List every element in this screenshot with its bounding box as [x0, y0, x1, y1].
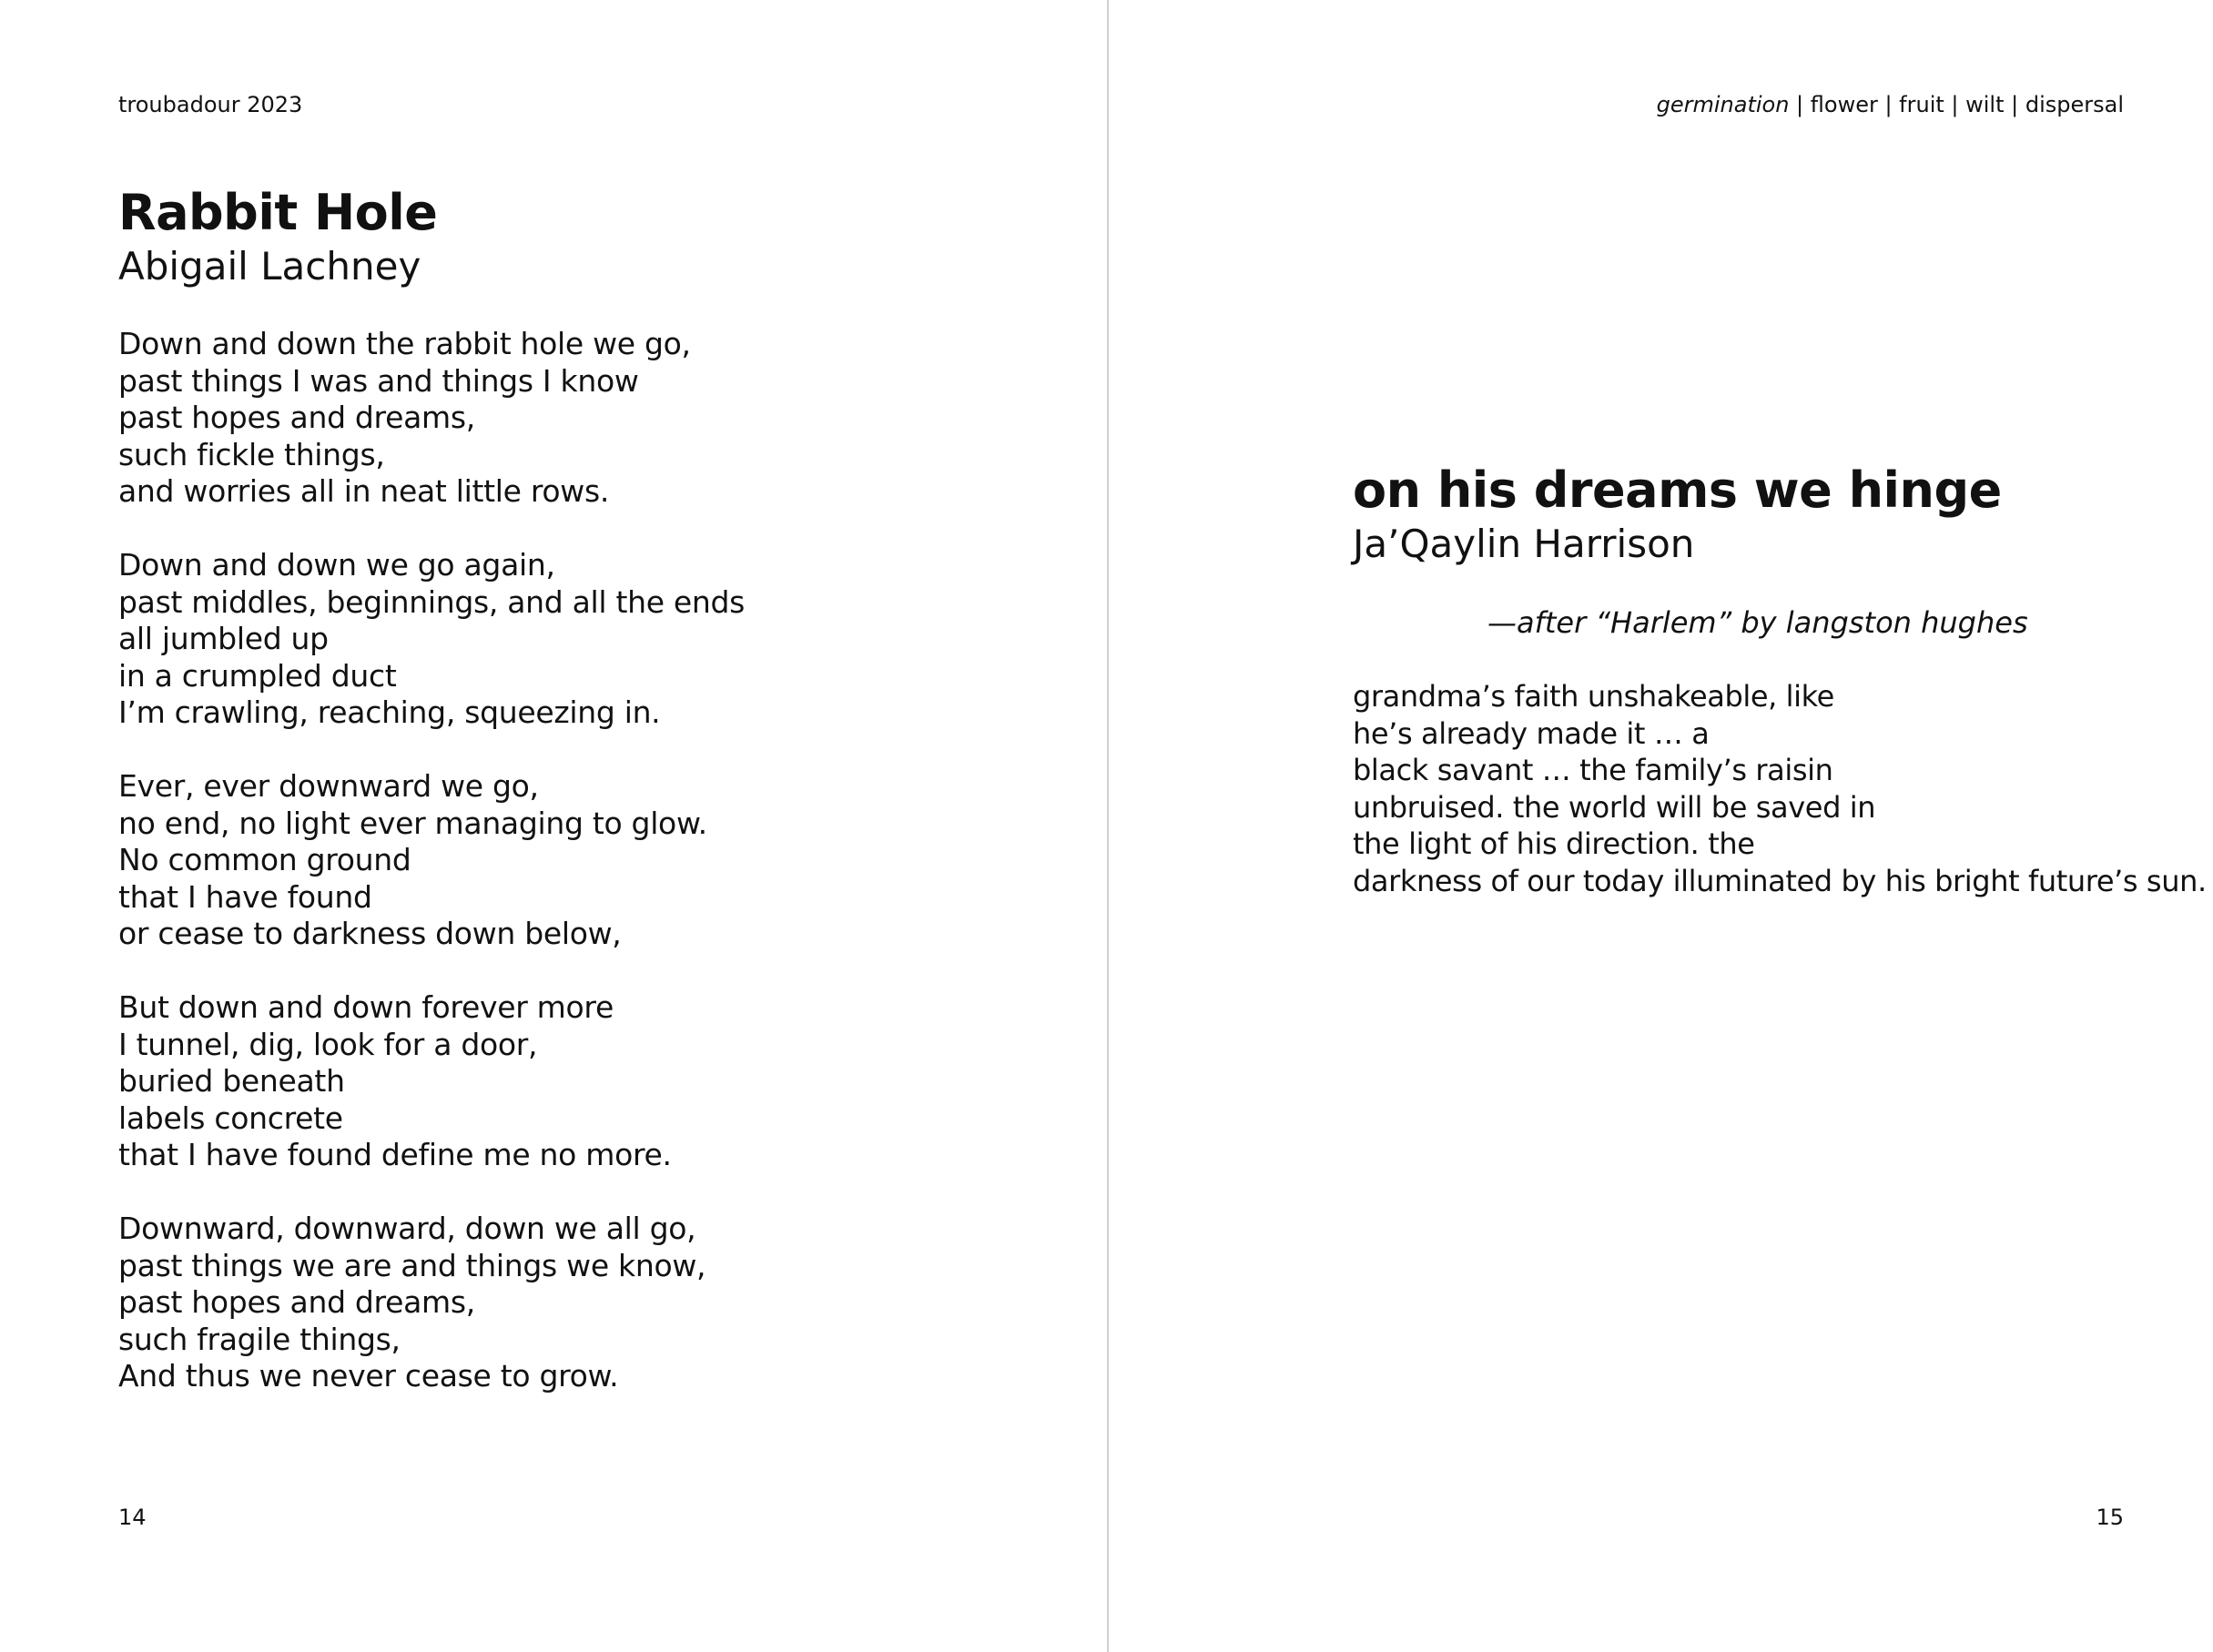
page-number: 14 [118, 1505, 147, 1530]
poem-line: No common ground [118, 842, 411, 877]
poem-line: labels concrete [118, 1100, 343, 1136]
poem-line: Down and down the rabbit hole we go, [118, 326, 691, 361]
poem-line: Ever, ever downward we go, [118, 768, 539, 804]
poem-line: that I have found [118, 878, 372, 915]
stanza [118, 1211, 745, 1395]
stanza [118, 768, 745, 953]
poem-author: Ja’Qaylin Harrison [1353, 522, 1695, 566]
page-number: 15 [2096, 1505, 2124, 1530]
poem-line: and worries all in neat little rows. [118, 473, 610, 509]
poem-line: in a crumpled duct [118, 657, 397, 694]
poem-title: Rabbit Hole [118, 184, 438, 241]
section-nav-current: germination [1656, 92, 1790, 117]
poem-author: Abigail Lachney [118, 244, 421, 289]
poem-line: black savant … the family’s raisin [1353, 753, 1833, 787]
stanza [118, 989, 745, 1174]
poem-line: grandma’s faith unshakeable, like [1353, 679, 1834, 714]
section-nav [1657, 91, 2124, 118]
poem-line: past things I was and things I know [118, 362, 639, 399]
poem-line: past middles, beginnings, and all the ends [118, 583, 746, 620]
stanza [118, 326, 745, 511]
poem-line: But down and down forever more [118, 989, 614, 1025]
poem-line: he’s already made it … a [1353, 715, 1710, 751]
poem-body [118, 326, 745, 1432]
poem-line: Down and down we go again, [118, 547, 555, 583]
epigraph: —after “Harlem” by langston hughes [1487, 605, 2028, 640]
poem-line: or cease to darkness down below, [118, 916, 622, 951]
poem-line: all jumbled up [118, 621, 329, 656]
poem-line: such fickle things, [118, 436, 385, 472]
poem-line: past things we are and things we know, [118, 1247, 706, 1283]
poem-line: that I have found define me no more. [118, 1137, 672, 1172]
poem-line: past hopes and dreams, [118, 1284, 475, 1320]
poem-line: past hopes and dreams, [118, 400, 475, 435]
poem-line: unbruised. the world will be saved in [1353, 789, 1876, 825]
stanza [1353, 678, 2207, 899]
poem-line: such fragile things, [118, 1321, 401, 1357]
poem-line: buried beneath [118, 1063, 345, 1099]
poem-line: And thus we never cease to grow. [118, 1358, 619, 1394]
poem-body [1353, 678, 2207, 937]
running-head: troubadour 2023 [118, 92, 303, 117]
poem-line: Downward, downward, down we all go, [118, 1211, 696, 1246]
poem-line: darkness of our today illuminated by his bright future’s sun. [1353, 863, 2207, 898]
poem-line: no end, no light ever managing to glow. [118, 805, 707, 841]
right-page [1108, 0, 2213, 1652]
poem-line: the light of his direction. the [1353, 826, 1755, 861]
poem-line: I’m crawling, reaching, squeezing in. [118, 694, 661, 730]
stanza [118, 547, 745, 732]
poem-title: on his dreams we hinge [1353, 461, 2002, 519]
poem-line: I tunnel, dig, look for a door, [118, 1026, 538, 1062]
section-nav-rest: | flower | fruit | wilt | dispersal [1789, 92, 2124, 117]
